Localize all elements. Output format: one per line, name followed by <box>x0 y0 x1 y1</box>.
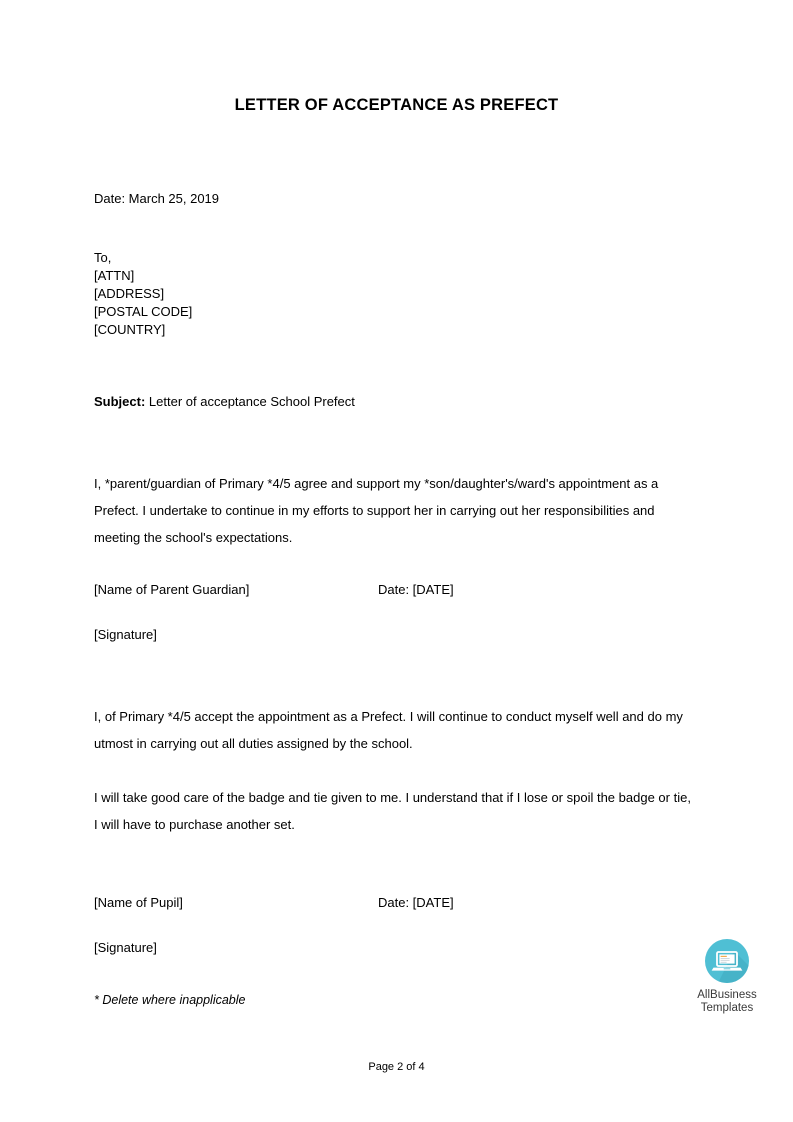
page-number-footer: Page 2 of 4 <box>368 1061 425 1073</box>
allbusiness-templates-logo <box>684 937 770 1015</box>
parent-date-field: Date: [DATE] <box>378 582 454 597</box>
paragraph-pupil-acceptance: I, of Primary *4/5 accept the appointment as a Prefect. I will continue to conduct myself well and do my utmost in carrying out all duties assigned by the school. <box>94 709 683 751</box>
logo-text <box>684 989 770 1015</box>
pupil-name-field: [Name of Pupil] <box>94 895 183 910</box>
pupil-date-field: Date: [DATE] <box>378 895 454 910</box>
logo-text-line1: AllBusiness <box>697 989 757 1001</box>
recipient-address-block <box>94 249 192 339</box>
subject-label: Subject: <box>94 394 146 409</box>
paragraph-parent-undertaking: I, *parent/guardian of Primary *4/5 agree and support my *son/daughter's/ward's appointment as a Prefect. I undertake to continue in my efforts to support her in carrying out her responsibilities and meeting the school's expectations. <box>94 476 659 545</box>
paragraph-badge-care: I will take good care of the badge and tie given to me. I understand that if I lose or spoil the badge or tie, I will have to purchase another set. <box>94 790 691 832</box>
address-line: [COUNTRY] <box>94 322 166 337</box>
address-line: [POSTAL CODE] <box>94 304 193 319</box>
subject-line <box>94 393 355 411</box>
address-line: To, <box>94 250 112 265</box>
laptop-icon <box>703 937 751 985</box>
footnote-delete-where-inapplicable: * Delete where inapplicable <box>94 993 246 1007</box>
page-title: LETTER OF ACCEPTANCE AS PREFECT <box>234 96 559 114</box>
address-line: [ATTN] <box>94 268 135 283</box>
logo-text-line2: Templates <box>700 1002 754 1014</box>
address-line: [ADDRESS] <box>94 286 165 301</box>
parent-name-field: [Name of Parent Guardian] <box>94 582 250 597</box>
letter-date: Date: March 25, 2019 <box>94 191 220 206</box>
parent-signature-field: [Signature] <box>94 627 157 642</box>
subject-value: Letter of acceptance School Prefect <box>148 394 355 409</box>
pupil-signature-field: [Signature] <box>94 940 157 955</box>
